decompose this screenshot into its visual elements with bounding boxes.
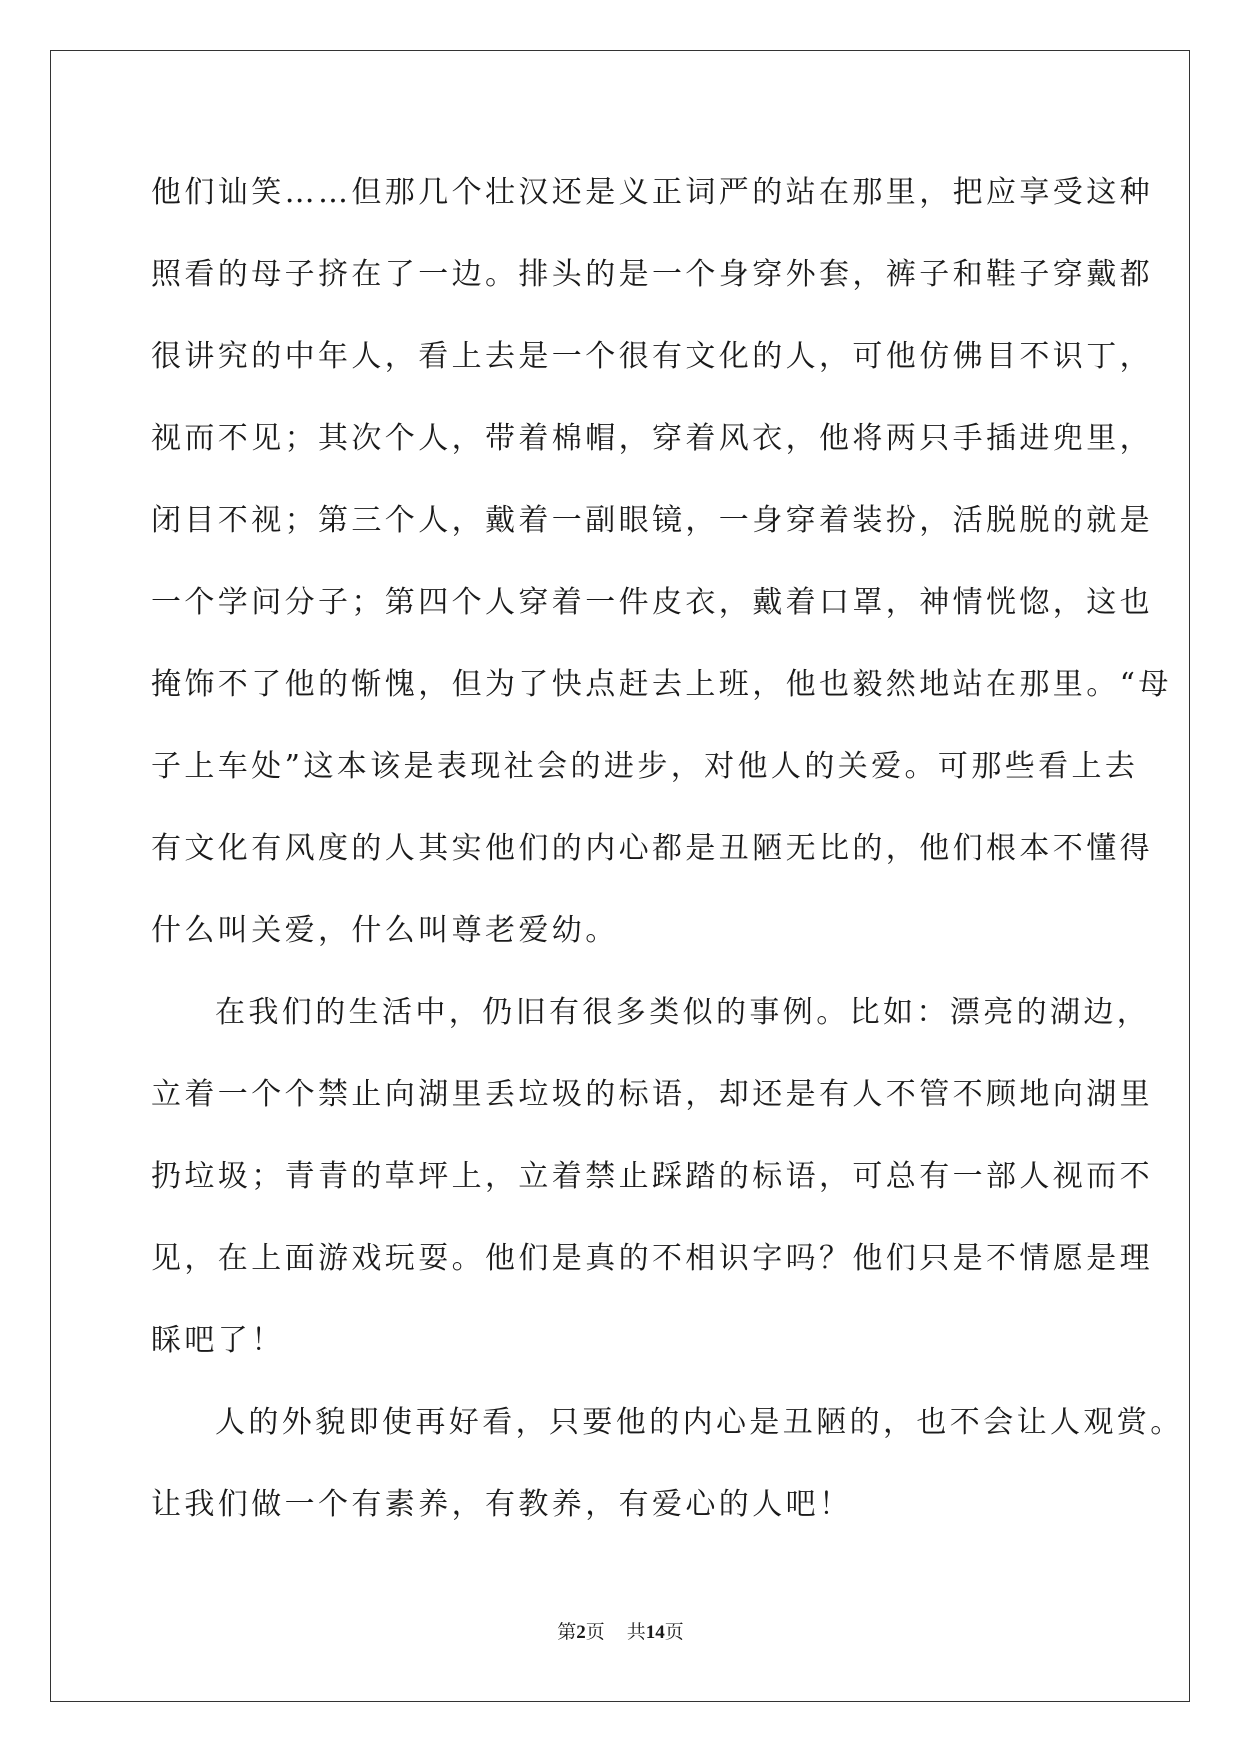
total-pages: 14: [645, 1622, 665, 1643]
text-line: 一个学问分子；第四个人穿着一件皮衣，戴着口罩，神情恍惚，这也: [151, 585, 1153, 620]
text-line: 什么叫关爱，什么叫尊老爱幼。: [151, 913, 619, 948]
paragraph-first-line: 人的外貌即使再好看，只要他的内心是丑陋的，也不会让人观赏。: [215, 1405, 1184, 1440]
document-body: [151, 152, 1184, 1546]
total-suffix: 页: [664, 1622, 684, 1643]
text-line: 他们讪笑……但那几个壮汉还是义正词严的站在那里，把应享受这种: [151, 175, 1153, 210]
page-footer: [0, 1617, 1241, 1644]
text-line: 掩饰不了他的惭愧，但为了快点赶去上班，他也毅然地站在那里。“母: [151, 667, 1172, 702]
page-prefix: 第: [557, 1622, 577, 1643]
text-line: 见，在上面游戏玩耍。他们是真的不相识字吗？他们只是不情愿是理: [151, 1241, 1153, 1276]
text-line: 有文化有风度的人其实他们的内心都是丑陋无比的，他们根本不懂得: [151, 831, 1153, 866]
text-line: 立着一个个禁止向湖里丢垃圾的标语，却还是有人不管不顾地向湖里: [151, 1077, 1153, 1112]
text-line: 扔垃圾；青青的草坪上，立着禁止踩踏的标语，可总有一部人视而不: [151, 1159, 1153, 1194]
total-prefix: 共: [626, 1622, 646, 1643]
text-line: 睬吧了！: [151, 1323, 285, 1358]
text-line: 子上车处”这本该是表现社会的进步，对他人的关爱。可那些看上去: [151, 749, 1139, 784]
page-suffix: 页: [585, 1622, 605, 1643]
text-line: 让我们做一个有素养，有教养，有爱心的人吧！: [151, 1487, 853, 1522]
paragraph-first-line: 在我们的生活中，仍旧有很多类似的事例。比如：漂亮的湖边，: [215, 995, 1151, 1030]
text-line: 视而不见；其次个人，带着棉帽，穿着风衣，他将两只手插进兜里，: [151, 421, 1153, 456]
text-line: 照看的母子挤在了一边。排头的是一个身穿外套，裤子和鞋子穿戴都: [151, 257, 1153, 292]
page-number: 2: [576, 1622, 586, 1643]
text-line: 闭目不视；第三个人，戴着一副眼镜，一身穿着装扮，活脱脱的就是: [151, 503, 1153, 538]
text-line: 很讲究的中年人，看上去是一个很有文化的人，可他仿佛目不识丁，: [151, 339, 1153, 374]
